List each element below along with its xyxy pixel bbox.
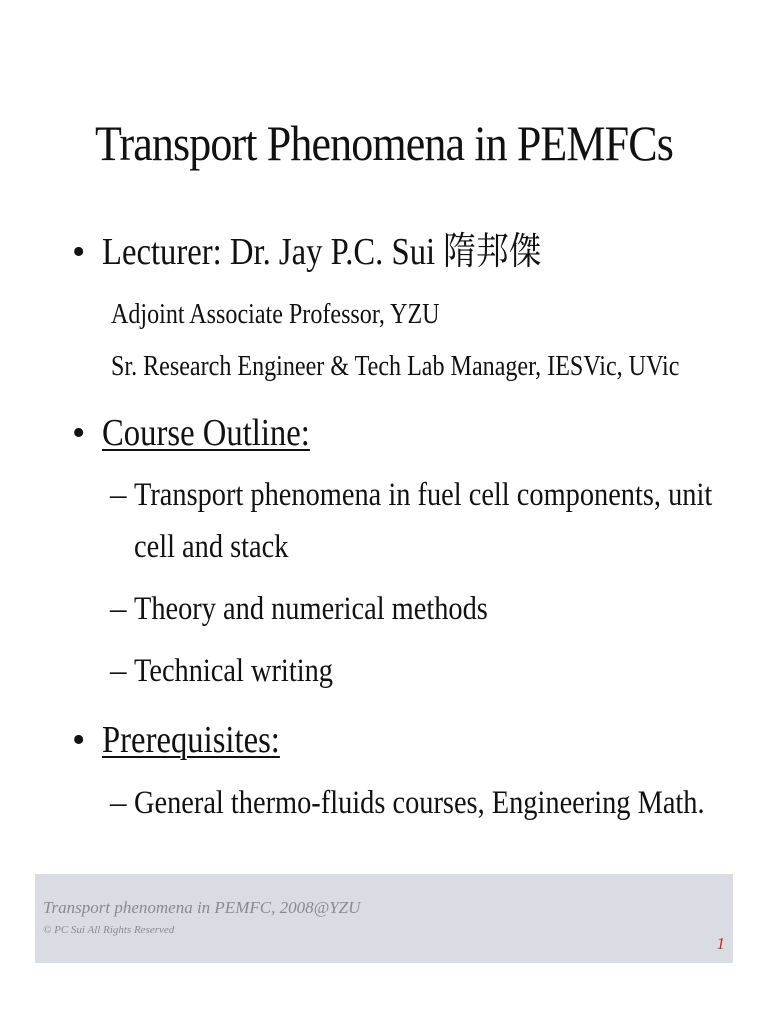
prerequisite-item-text: General thermo-fluids courses, Engineering Math. [134,785,705,821]
bullet-dot: • [72,231,86,273]
outline-item-text: Technical writing [134,653,333,689]
bullet-course-outline [72,413,344,455]
prerequisites-heading: Prerequisites: [102,719,280,761]
dash-marker: – [110,591,127,627]
course-outline-heading: Course Outline: [102,412,310,454]
outline-item [110,590,545,630]
page-number: 1 [716,934,725,953]
outline-item-text: Theory and numerical methods [134,591,488,627]
footer-copyright: © PC Sui All Rights Reserved [43,924,175,936]
lecturer-position-1: Adjoint Associate Professor, YZU [111,299,440,330]
bullet-dot: • [72,412,86,454]
bullet-lecturer [72,232,613,274]
dash-marker: – [110,653,127,689]
lecturer-text: Lecturer: Dr. Jay P.C. Sui 隋邦傑 [102,231,542,273]
prerequisite-item [110,784,768,824]
outline-item-text: Transport phenomena in fuel cell components, unit [134,477,713,513]
dash-marker: – [110,785,127,821]
lecturer-position-2: Sr. Research Engineer & Tech Lab Manager, IESVic, UVic [111,351,680,382]
dash-marker: – [110,477,127,513]
bullet-dot: • [72,719,86,761]
slide-title: Transport Phenomena in PEMFCs [95,115,673,171]
outline-item [110,476,768,516]
footer-title: Transport phenomena in PEMFC, 2008@YZU [43,898,361,917]
outline-item [110,652,365,692]
slide-footer [35,874,733,963]
outline-item-continuation: cell and stack [134,529,289,565]
bullet-prerequisites [72,720,309,762]
